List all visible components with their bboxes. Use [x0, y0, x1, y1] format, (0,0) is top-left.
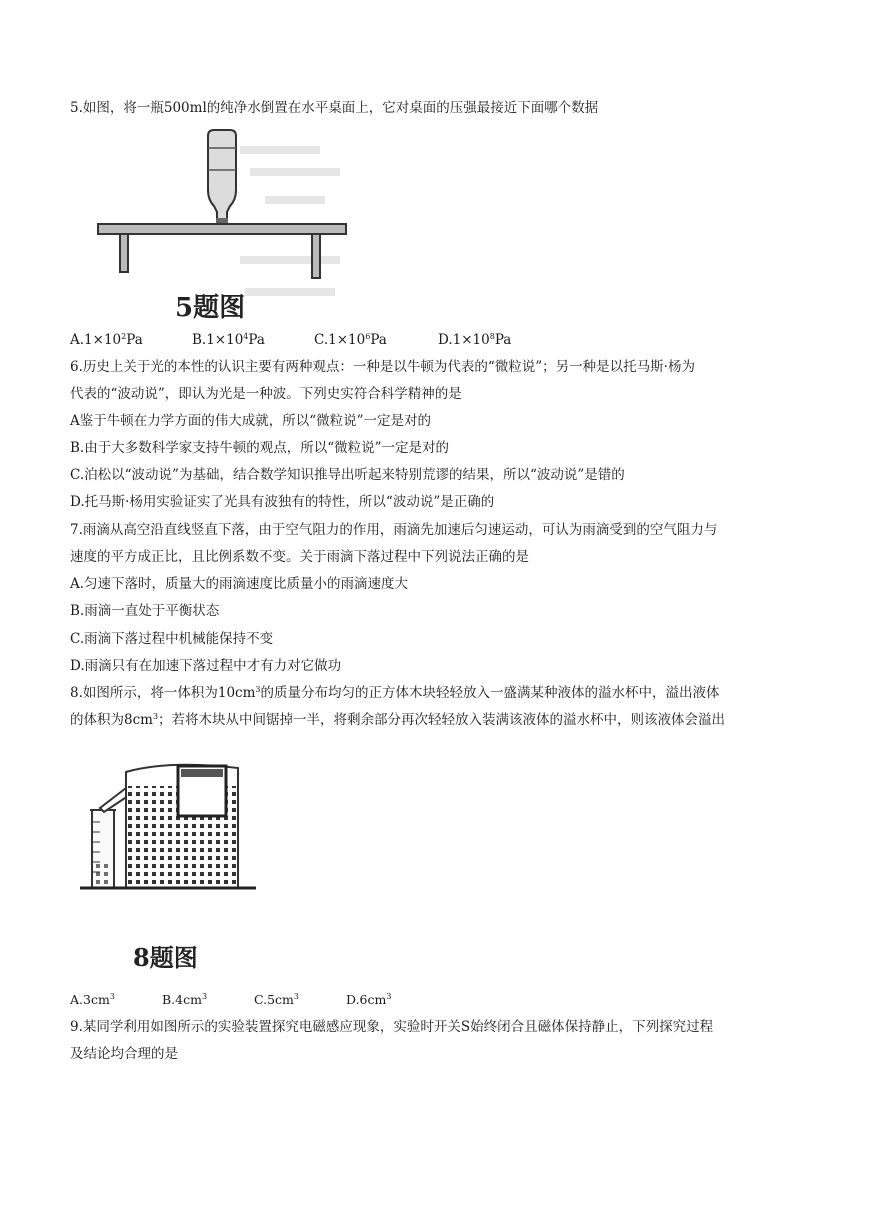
q8-options [70, 990, 391, 1010]
q6-option-b[interactable]: B.由于大多数科学家支持牛顿的观点，所以“微粒说”一定是对的 [70, 440, 450, 456]
q6-stem-line1: 6.历史上关于光的本性的认识主要有两种观点：一种是以牛顿为代表的“微粒说”；另一种是以托马斯·杨为 [70, 359, 695, 375]
q6-option-c[interactable]: C.泊松以“波动说”为基础，结合数学知识推导出听起来特别荒谬的结果，所以“波动说”是错的 [70, 467, 625, 483]
q5-options [70, 330, 511, 350]
q5-option-a[interactable]: $A.1\times 10^2Pa$ [70, 332, 143, 348]
q7-stem-line2: 速度的平方成正比，且比例系数不变。关于雨滴下落过程中下列说法正确的是 [70, 549, 529, 565]
q5-option-c[interactable]: $C.1\times 10^6Pa$ [314, 332, 387, 348]
q5-stem: 5.如图，将一瓶500ml的纯净水倒置在水平桌面上，它对桌面的压强最接近下面哪个数据 [70, 100, 599, 116]
q8-figure-caption: 8题图 [133, 943, 198, 972]
q5-figure-caption: 5题图 [175, 293, 246, 323]
q8-figure [78, 758, 268, 893]
q8-option-d[interactable]: $D.6cm^3$ [346, 992, 392, 1007]
q7-option-c[interactable]: C.雨滴下落过程中机械能保持不变 [70, 631, 274, 647]
q8-stem-line2: 的体积为$8cm^3$；若将木块从中间锯掉一半，将剩余部分再次轻轻放入装满该液体的溢水杯中，则该液体会溢出 [70, 712, 726, 728]
q9-stem-line1: 9.某同学利用如图所示的实验装置探究电磁感应现象，实验时开关S始终闭合且磁体保持静止，下列探究过程 [70, 1019, 714, 1035]
q7-stem-line1: 7.雨滴从高空沿直线竖直下落，由于空气阻力的作用，雨滴先加速后匀速运动，可认为雨滴受到的空气阻力与 [70, 522, 718, 538]
q5-option-d[interactable]: $D.1\times 10^8Pa$ [438, 332, 512, 348]
q8-option-b[interactable]: $B.4cm^3$ [162, 992, 208, 1007]
q7-option-b[interactable]: B.雨滴一直处于平衡状态 [70, 603, 220, 619]
q9-stem-line2: 及结论均合理的是 [70, 1046, 178, 1062]
q6-option-a[interactable]: A鉴于牛顿在力学方面的伟大成就，所以“微粒说”一定是对的 [70, 413, 432, 429]
q6-option-d[interactable]: D.托马斯·杨用实验证实了光具有波独有的特性，所以“波动说”是正确的 [70, 494, 495, 510]
q7-option-d[interactable]: D.雨滴只有在加速下落过程中才有力对它做功 [70, 658, 342, 674]
q8-option-a[interactable]: $A.3cm^3$ [70, 992, 115, 1007]
q7-option-a[interactable]: A.匀速下落时，质量大的雨滴速度比质量小的雨滴速度大 [70, 576, 409, 592]
q6-stem-line2: 代表的“波动说”，即认为光是一种波。下列史实符合科学精神的是 [70, 386, 462, 402]
q8-option-c[interactable]: $C.5cm^3$ [254, 992, 299, 1007]
q5-option-b[interactable]: $B.1\times 10^4Pa$ [192, 332, 265, 348]
q8-stem-line1: 8.如图所示，将一体积为$10cm^3$的质量分布均匀的正方体木块轻轻放入一盛满某种液体的溢水杯中，溢出液体 [70, 685, 720, 701]
